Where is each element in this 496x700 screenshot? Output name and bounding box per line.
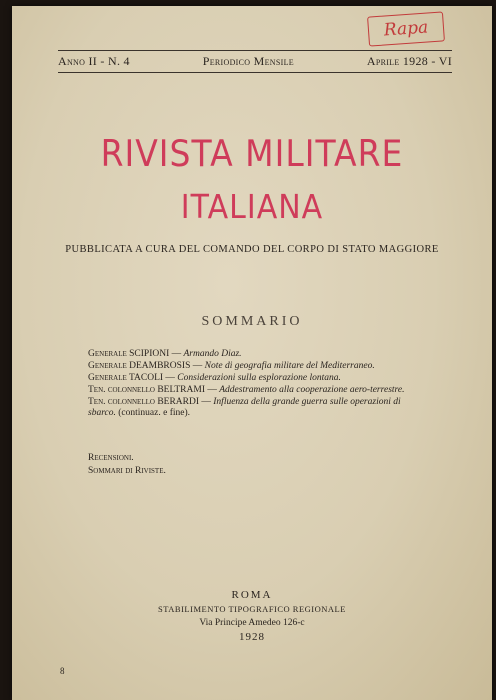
masthead-title-line1: RIVISTA MILITARE: [100, 132, 404, 175]
masthead-title-line2: ITALIANA: [180, 188, 324, 227]
author-name: TACOLI: [128, 373, 164, 383]
author-rank: Generale: [88, 373, 127, 383]
magazine-cover: [12, 6, 492, 700]
author-rank: Generale: [88, 349, 127, 359]
entry-separator: —: [205, 385, 220, 395]
article-title: Note di geografia militare del Mediterraneo.: [204, 361, 375, 371]
author-rank: Generale: [88, 361, 127, 371]
imprint-press: STABILIMENTO TIPOGRAFICO REGIONALE: [158, 604, 346, 614]
author-name: BELTRAMI: [157, 385, 205, 395]
entry-separator: —: [190, 361, 205, 371]
issue-frequency: Periodico Mensile: [202, 54, 294, 68]
entry-separator: —: [199, 397, 214, 407]
header-rule-bottom: [58, 72, 452, 73]
journal-summaries-item: Sommari di Riviste.: [88, 466, 166, 476]
contents-entry: [88, 349, 424, 360]
issue-date: Aprile 1928 - VI: [366, 54, 452, 68]
imprint-year: 1928: [239, 631, 265, 643]
issue-header: [58, 54, 452, 69]
entry-separator: —: [163, 373, 178, 383]
header-rule-top: [58, 50, 452, 51]
article-title: Addestramento alla cooperazione aero-terrestre.: [219, 385, 405, 395]
entry-separator: —: [169, 349, 184, 359]
author-name: DEAMBROSIS: [129, 361, 191, 371]
contents-entry: [88, 373, 424, 384]
stamp-mark: 8: [60, 666, 65, 676]
article-title: Armando Diaz.: [183, 349, 242, 359]
author-rank: Ten. colonnello: [88, 385, 155, 395]
extra-sections: [88, 452, 166, 478]
author-name: SCIPIONI: [129, 349, 170, 359]
contents-list: [88, 349, 424, 420]
publisher-subtitle: PUBBLICATA A CURA DEL COMANDO DEL CORPO DI STATO MAGGIORE: [65, 244, 439, 255]
reviews-item: Recensioni.: [88, 453, 134, 463]
handwritten-annotation: Rapa: [367, 11, 445, 46]
contents-entry: [88, 361, 424, 372]
article-note: (continuaz. e fine).: [115, 408, 191, 418]
imprint-city: ROMA: [231, 589, 273, 601]
issue-number: Anno II - N. 4: [58, 54, 130, 68]
article-title: Considerazioni sulla esplorazione lontana.: [177, 373, 341, 383]
imprint-address: Via Principe Amedeo 126-c: [199, 618, 305, 628]
imprint-block: [12, 588, 492, 644]
article-title: Influenza della grande guerra sulle operazioni di sbarco.: [88, 397, 401, 418]
contents-entry: [88, 385, 424, 396]
contents-entry: [88, 397, 424, 419]
author-rank: Ten. colonnello: [88, 397, 155, 407]
contents-heading: SOMMARIO: [201, 314, 303, 329]
author-name: BERARDI: [157, 397, 200, 407]
